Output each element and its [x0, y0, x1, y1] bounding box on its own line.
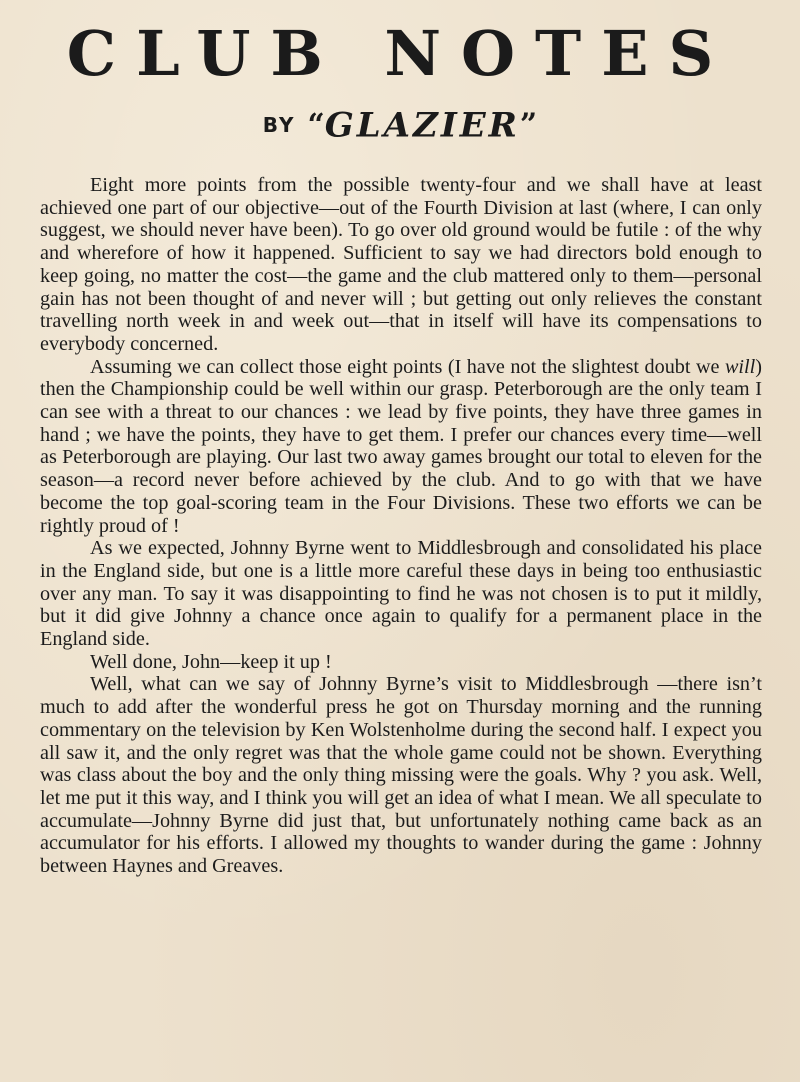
byline-open-quote: “ [307, 107, 325, 143]
paragraph-2-italic-word: will [724, 355, 756, 378]
paragraph-2-text-end: ) then the Championship could be well within our grasp. Peterborough are the only team I can see with a threat to our chances : we lead by five points, they have three games in hand ; we have the points, they have to get them. I prefer our chances every time—well as Peterborough are playing. Our last two away games brought our total to eleven for the season—a record never before achieved by the club. And to go with that we have become the top goal-scoring team in the Four Divisions. These two efforts we can be rightly proud of ! [40, 355, 762, 537]
author-name: GLAZIER [324, 105, 520, 146]
paragraph-2-text-start: Assuming we can collect those eight points (I have not the slightest doubt we [90, 355, 725, 378]
article-paragraph-4: Well done, John—keep it up ! [90, 650, 332, 673]
article-body [40, 174, 762, 878]
page-title: CLUB NOTES [66, 17, 734, 90]
byline-close-quote: ” [519, 107, 538, 143]
byline-by: BY [262, 113, 296, 138]
article-paragraph-3: As we expected, Johnny Byrne went to Middlesbrough and consolidated his place in the England side, but one is a little more careful these days in being too enthusiastic over any man. To say it was disappointing to find he was not chosen is to put it mildly, but it did give Johnny a chance once again to qualify for a permanent place in the England side. [40, 537, 762, 651]
article-paragraph-1: Eight more points from the possible twenty-four and we shall have at least achieved one part of our objective—out of the Fourth Division at last (where, I can only suggest, we should never have been). To go over old ground would be futile : of the why and wherefore of how it happened. Sufficient to say we had directors bold enough to keep going, no matter the cost—the game and the club mattered only to them—personal gain has not been thought of and never will ; but getting out only relieves the constant travelling north week in and week out—that in itself will have its compensations to everybody concerned. [40, 174, 762, 355]
byline [0, 100, 800, 150]
article-paragraph-2 [40, 356, 762, 538]
article-paragraph-5: Well, what can we say of Johnny Byrne’s visit to Middlesbrough —there isn’t much to add after the wonderful press he got on Thursday morning and the running commentary on the television by Ken Wolstenholme during the second half. I expect you all saw it, and the only regret was that the whole game could not be shown. Everything was class about the boy and the only thing missing were the goals. Why ? you ask. Well, let me put it this way, and I think you will get an idea of what I mean. We all speculate to accumulate—Johnny Byrne did just that, but unfortunately nothing came back as an accumulator for his efforts. I allowed my thoughts to wander during the game : Johnny between Haynes and Greaves. [40, 673, 762, 878]
